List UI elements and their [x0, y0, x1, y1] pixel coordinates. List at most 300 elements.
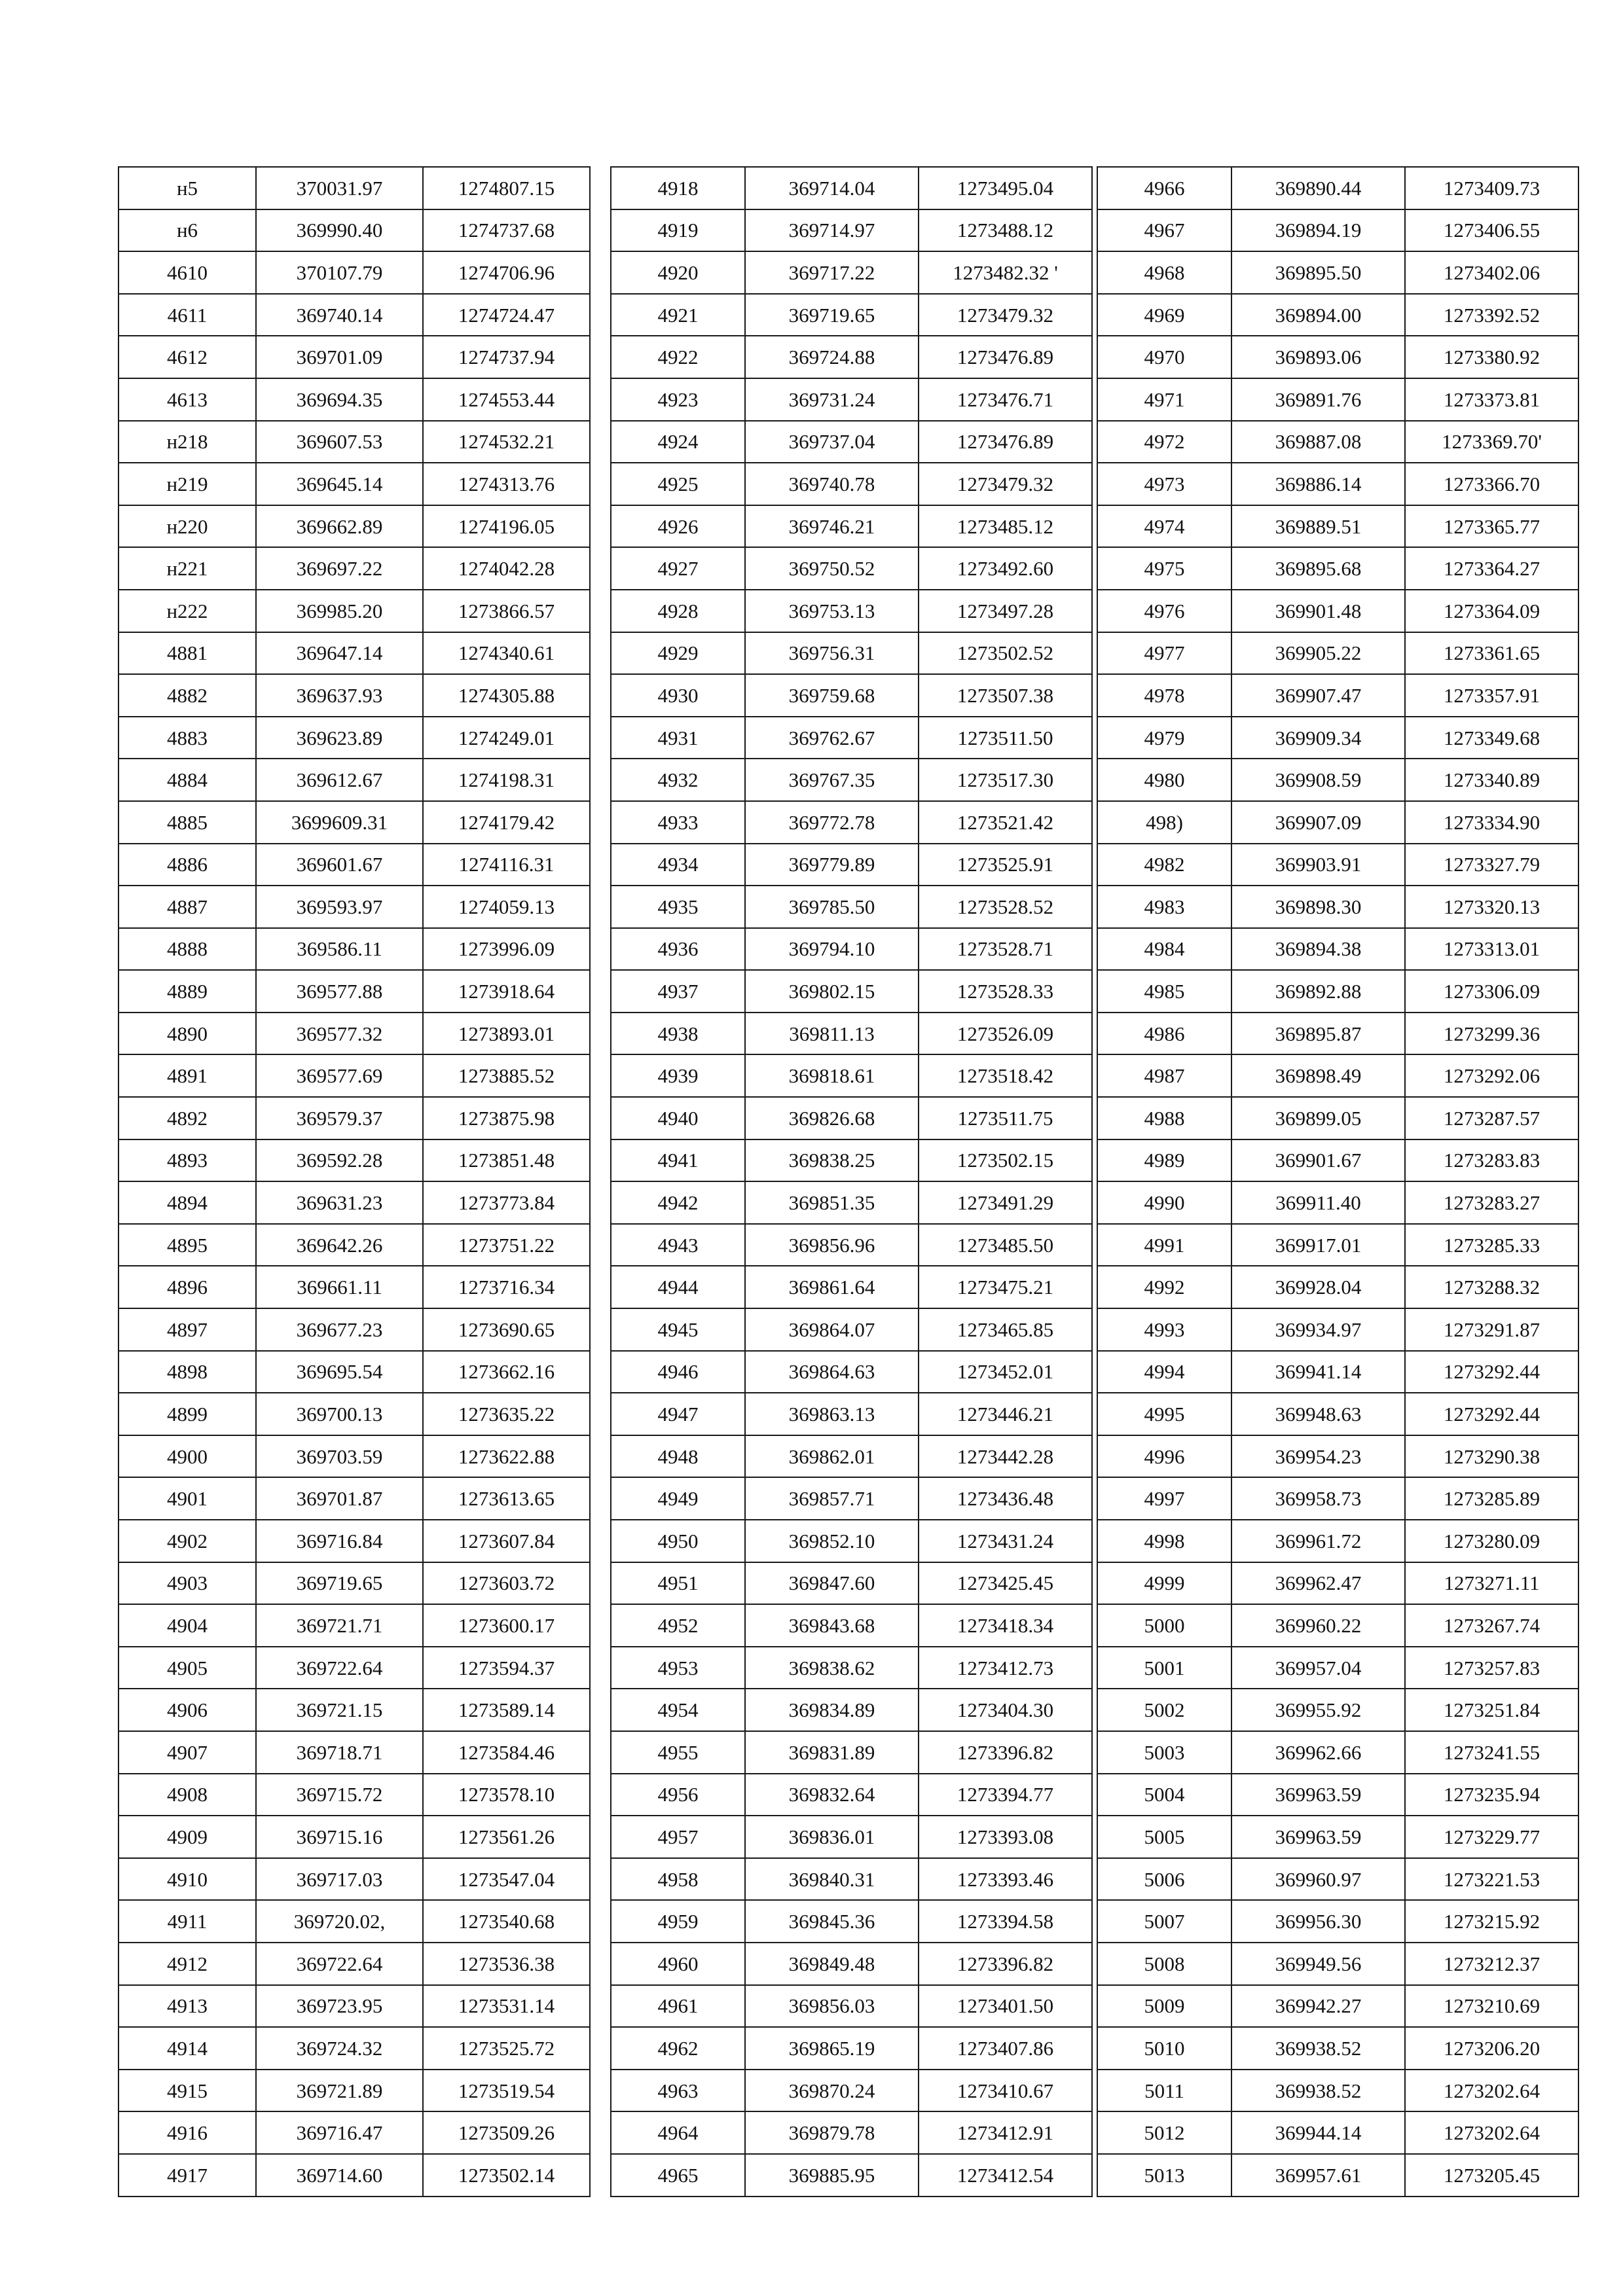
table-row: [119, 1731, 590, 1774]
table-row: [119, 1266, 590, 1308]
y-coordinate-cell: 1273491.29: [919, 1181, 1092, 1224]
x-coordinate-cell: 369955.92: [1231, 1689, 1405, 1731]
table-row: [119, 1054, 590, 1097]
x-coordinate-cell: 369772.78: [745, 801, 919, 844]
y-coordinate-cell: 1273402.06: [1405, 251, 1578, 294]
y-coordinate-cell: 1273412.73: [919, 1647, 1092, 1689]
y-coordinate-cell: 1273635.22: [423, 1393, 590, 1435]
y-coordinate-cell: 1273502.52: [919, 632, 1092, 675]
x-coordinate-cell: 369956.30: [1231, 1900, 1405, 1943]
x-coordinate-cell: 369960.97: [1231, 1858, 1405, 1901]
y-coordinate-cell: 1273773.84: [423, 1181, 590, 1224]
x-coordinate-cell: 369794.10: [745, 928, 919, 971]
point-number-cell: 4985: [1097, 970, 1231, 1013]
table-row: [119, 251, 590, 294]
table-row: [119, 1985, 590, 2028]
y-coordinate-cell: 1273526.09: [919, 1013, 1092, 1055]
table-row: [611, 1943, 1092, 1985]
x-coordinate-cell: 369985.20: [256, 590, 423, 632]
table-row: [1097, 1520, 1578, 1562]
y-coordinate-cell: 1273589.14: [423, 1689, 590, 1731]
y-coordinate-cell: 1273205.45: [1405, 2154, 1578, 2197]
point-number-cell: 4972: [1097, 421, 1231, 463]
table-row: [119, 1477, 590, 1520]
y-coordinate-cell: 1273485.12: [919, 505, 1092, 548]
x-coordinate-cell: 369861.64: [745, 1266, 919, 1308]
point-number-cell: 4945: [611, 1308, 745, 1351]
table-row: [1097, 167, 1578, 209]
point-number-cell: 4983: [1097, 886, 1231, 928]
y-coordinate-cell: 1273622.88: [423, 1435, 590, 1478]
table-row: [119, 844, 590, 886]
point-number-cell: 4900: [119, 1435, 256, 1478]
x-coordinate-cell: 369577.88: [256, 970, 423, 1013]
x-coordinate-cell: 369849.48: [745, 1943, 919, 1985]
x-coordinate-cell: 369714.04: [745, 167, 919, 209]
x-coordinate-cell: 369737.04: [745, 421, 919, 463]
point-number-cell: 4926: [611, 505, 745, 548]
y-coordinate-cell: 1273202.64: [1405, 2111, 1578, 2154]
x-coordinate-cell: 369928.04: [1231, 1266, 1405, 1308]
point-number-cell: 4907: [119, 1731, 256, 1774]
point-number-cell: 4956: [611, 1774, 745, 1816]
y-coordinate-cell: 1273287.57: [1405, 1097, 1578, 1139]
y-coordinate-cell: 1273292.44: [1405, 1351, 1578, 1393]
point-number-cell: 4918: [611, 167, 745, 209]
y-coordinate-cell: 1273578.10: [423, 1774, 590, 1816]
point-number-cell: 4895: [119, 1224, 256, 1266]
table-row: [611, 1054, 1092, 1097]
y-coordinate-cell: 1273235.94: [1405, 1774, 1578, 1816]
point-number-cell: 4979: [1097, 717, 1231, 759]
x-coordinate-cell: 369958.73: [1231, 1477, 1405, 1520]
x-coordinate-cell: 369832.64: [745, 1774, 919, 1816]
point-number-cell: 4959: [611, 1900, 745, 1943]
x-coordinate-cell: 369631.23: [256, 1181, 423, 1224]
point-number-cell: 4919: [611, 209, 745, 252]
point-number-cell: 4894: [119, 1181, 256, 1224]
y-coordinate-cell: 1273519.54: [423, 2070, 590, 2112]
y-coordinate-cell: 1273425.45: [919, 1562, 1092, 1605]
point-number-cell: н219: [119, 463, 256, 505]
x-coordinate-cell: 369894.19: [1231, 209, 1405, 252]
x-coordinate-cell: 369907.09: [1231, 801, 1405, 844]
x-coordinate-cell: 369891.76: [1231, 378, 1405, 421]
table-row: [119, 1647, 590, 1689]
x-coordinate-cell: 369721.15: [256, 1689, 423, 1731]
y-coordinate-cell: 1273206.20: [1405, 2027, 1578, 2070]
point-number-cell: 4994: [1097, 1351, 1231, 1393]
y-coordinate-cell: 1273607.84: [423, 1520, 590, 1562]
point-number-cell: 4962: [611, 2027, 745, 2070]
x-coordinate-cell: 370107.79: [256, 251, 423, 294]
x-coordinate-cell: 369645.14: [256, 463, 423, 505]
x-coordinate-cell: 369779.89: [745, 844, 919, 886]
table-row: [1097, 1351, 1578, 1393]
y-coordinate-cell: 1273476.71: [919, 378, 1092, 421]
y-coordinate-cell: 1273662.16: [423, 1351, 590, 1393]
y-coordinate-cell: 1273364.27: [1405, 547, 1578, 590]
x-coordinate-cell: 369938.52: [1231, 2070, 1405, 2112]
table-row: [1097, 759, 1578, 801]
table-row: [119, 886, 590, 928]
point-number-cell: 4977: [1097, 632, 1231, 675]
y-coordinate-cell: 1273517.30: [919, 759, 1092, 801]
x-coordinate-cell: 369934.97: [1231, 1308, 1405, 1351]
x-coordinate-cell: 369911.40: [1231, 1181, 1405, 1224]
table-row: [119, 1774, 590, 1816]
table-row: [119, 1562, 590, 1605]
point-number-cell: 4957: [611, 1816, 745, 1858]
point-number-cell: 4995: [1097, 1393, 1231, 1435]
y-coordinate-cell: 1273509.26: [423, 2111, 590, 2154]
y-coordinate-cell: 1273409.73: [1405, 167, 1578, 209]
table-row: [119, 547, 590, 590]
x-coordinate-cell: 369756.31: [745, 632, 919, 675]
table-row: [611, 547, 1092, 590]
y-coordinate-cell: 1273366.70: [1405, 463, 1578, 505]
y-coordinate-cell: 1273613.65: [423, 1477, 590, 1520]
point-number-cell: 4905: [119, 1647, 256, 1689]
table-row: [119, 1013, 590, 1055]
point-number-cell: 4946: [611, 1351, 745, 1393]
x-coordinate-cell: 369740.14: [256, 294, 423, 336]
table-row: [611, 463, 1092, 505]
y-coordinate-cell: 1273918.64: [423, 970, 590, 1013]
x-coordinate-cell: 369701.09: [256, 336, 423, 378]
point-number-cell: 5000: [1097, 1604, 1231, 1647]
point-number-cell: 4917: [119, 2154, 256, 2197]
x-coordinate-cell: 369857.71: [745, 1477, 919, 1520]
table-row: [611, 336, 1092, 378]
coordinate-table-2: [610, 166, 1093, 2197]
point-number-cell: 4976: [1097, 590, 1231, 632]
table-row: [1097, 1858, 1578, 1901]
y-coordinate-cell: 1273285.33: [1405, 1224, 1578, 1266]
y-coordinate-cell: 1273340.89: [1405, 759, 1578, 801]
point-number-cell: 4954: [611, 1689, 745, 1731]
x-coordinate-cell: 369695.54: [256, 1351, 423, 1393]
x-coordinate-cell: 369785.50: [745, 886, 919, 928]
table-row: [1097, 421, 1578, 463]
x-coordinate-cell: 369722.64: [256, 1647, 423, 1689]
point-number-cell: 5001: [1097, 1647, 1231, 1689]
x-coordinate-cell: 369724.32: [256, 2027, 423, 2070]
x-coordinate-cell: 369845.36: [745, 1900, 919, 1943]
table-row: [611, 1520, 1092, 1562]
y-coordinate-cell: 1273283.27: [1405, 1181, 1578, 1224]
table-row: [119, 167, 590, 209]
y-coordinate-cell: 1273393.08: [919, 1816, 1092, 1858]
point-number-cell: 4898: [119, 1351, 256, 1393]
table-row: [1097, 1900, 1578, 1943]
y-coordinate-cell: 1273531.14: [423, 1985, 590, 2028]
x-coordinate-cell: 369852.10: [745, 1520, 919, 1562]
x-coordinate-cell: 369961.72: [1231, 1520, 1405, 1562]
table-row: [1097, 970, 1578, 1013]
point-number-cell: 4921: [611, 294, 745, 336]
point-number-cell: 4929: [611, 632, 745, 675]
table-row: [1097, 717, 1578, 759]
y-coordinate-cell: 1273536.38: [423, 1943, 590, 1985]
x-coordinate-cell: 369885.95: [745, 2154, 919, 2197]
y-coordinate-cell: 1273479.32: [919, 463, 1092, 505]
table-row: [611, 1689, 1092, 1731]
point-number-cell: 4612: [119, 336, 256, 378]
point-number-cell: 4969: [1097, 294, 1231, 336]
x-coordinate-cell: 369957.04: [1231, 1647, 1405, 1689]
table-row: [611, 1774, 1092, 1816]
x-coordinate-cell: 369905.22: [1231, 632, 1405, 675]
point-number-cell: 4902: [119, 1520, 256, 1562]
x-coordinate-cell: 369717.22: [745, 251, 919, 294]
point-number-cell: 4886: [119, 844, 256, 886]
x-coordinate-cell: 369895.50: [1231, 251, 1405, 294]
x-coordinate-cell: 369847.60: [745, 1562, 919, 1605]
x-coordinate-cell: 369856.96: [745, 1224, 919, 1266]
y-coordinate-cell: 1273357.91: [1405, 674, 1578, 717]
point-number-cell: 4611: [119, 294, 256, 336]
x-coordinate-cell: 369941.14: [1231, 1351, 1405, 1393]
x-coordinate-cell: 369843.68: [745, 1604, 919, 1647]
x-coordinate-cell: 369601.67: [256, 844, 423, 886]
x-coordinate-cell: 369802.15: [745, 970, 919, 1013]
table-row: [611, 421, 1092, 463]
x-coordinate-cell: 369716.84: [256, 1520, 423, 1562]
table-row: [1097, 674, 1578, 717]
point-number-cell: 4903: [119, 1562, 256, 1605]
coordinate-table-3: [1097, 166, 1579, 2197]
x-coordinate-cell: 369577.69: [256, 1054, 423, 1097]
x-coordinate-cell: 369962.66: [1231, 1731, 1405, 1774]
x-coordinate-cell: 369895.87: [1231, 1013, 1405, 1055]
point-number-cell: 5010: [1097, 2027, 1231, 2070]
x-coordinate-cell: 369714.97: [745, 209, 919, 252]
point-number-cell: 4911: [119, 1900, 256, 1943]
table-row: [611, 2111, 1092, 2154]
x-coordinate-cell: 369723.95: [256, 1985, 423, 2028]
y-coordinate-cell: 1273851.48: [423, 1139, 590, 1182]
point-number-cell: 4952: [611, 1604, 745, 1647]
table-row: [1097, 844, 1578, 886]
x-coordinate-cell: 369894.00: [1231, 294, 1405, 336]
y-coordinate-cell: 1273436.48: [919, 1477, 1092, 1520]
point-number-cell: 5003: [1097, 1731, 1231, 1774]
point-number-cell: 4998: [1097, 1520, 1231, 1562]
point-number-cell: 4991: [1097, 1224, 1231, 1266]
y-coordinate-cell: 1273507.38: [919, 674, 1092, 717]
table-row: [611, 632, 1092, 675]
x-coordinate-cell: 369703.59: [256, 1435, 423, 1478]
x-coordinate-cell: 369890.44: [1231, 167, 1405, 209]
y-coordinate-cell: 1273361.65: [1405, 632, 1578, 675]
table-row: [119, 2070, 590, 2112]
x-coordinate-cell: 369740.78: [745, 463, 919, 505]
table-row: [1097, 886, 1578, 928]
y-coordinate-cell: 1273418.34: [919, 1604, 1092, 1647]
point-number-cell: 4939: [611, 1054, 745, 1097]
table-row: [1097, 928, 1578, 971]
point-number-cell: 4942: [611, 1181, 745, 1224]
y-coordinate-cell: 1273267.74: [1405, 1604, 1578, 1647]
point-number-cell: 4882: [119, 674, 256, 717]
x-coordinate-cell: 369948.63: [1231, 1393, 1405, 1435]
y-coordinate-cell: 1273210.69: [1405, 1985, 1578, 2028]
table-row: [611, 970, 1092, 1013]
x-coordinate-cell: 369701.87: [256, 1477, 423, 1520]
y-coordinate-cell: 1273212.37: [1405, 1943, 1578, 1985]
table-row: [119, 1393, 590, 1435]
point-number-cell: 4899: [119, 1393, 256, 1435]
x-coordinate-cell: 369731.24: [745, 378, 919, 421]
table-row: [119, 1943, 590, 1985]
point-number-cell: н220: [119, 505, 256, 548]
x-coordinate-cell: 369856.03: [745, 1985, 919, 2028]
y-coordinate-cell: 1273690.65: [423, 1308, 590, 1351]
x-coordinate-cell: 369697.22: [256, 547, 423, 590]
point-number-cell: 4964: [611, 2111, 745, 2154]
point-number-cell: 4982: [1097, 844, 1231, 886]
point-number-cell: н218: [119, 421, 256, 463]
point-number-cell: 5012: [1097, 2111, 1231, 2154]
table-row: [119, 378, 590, 421]
point-number-cell: 4971: [1097, 378, 1231, 421]
table-row: [119, 801, 590, 844]
table-row: [611, 1816, 1092, 1858]
point-number-cell: 4930: [611, 674, 745, 717]
x-coordinate-cell: 369838.25: [745, 1139, 919, 1182]
y-coordinate-cell: 1273290.38: [1405, 1435, 1578, 1478]
point-number-cell: 4932: [611, 759, 745, 801]
point-number-cell: 4989: [1097, 1139, 1231, 1182]
x-coordinate-cell: 369714.60: [256, 2154, 423, 2197]
y-coordinate-cell: 1273751.22: [423, 1224, 590, 1266]
y-coordinate-cell: 1273412.54: [919, 2154, 1092, 2197]
y-coordinate-cell: 1273407.86: [919, 2027, 1092, 2070]
y-coordinate-cell: 1273393.46: [919, 1858, 1092, 1901]
table-row: [1097, 801, 1578, 844]
x-coordinate-cell: 369826.68: [745, 1097, 919, 1139]
x-coordinate-cell: 369720.02,: [256, 1900, 423, 1943]
x-coordinate-cell: 369898.49: [1231, 1054, 1405, 1097]
table-row: [1097, 1985, 1578, 2028]
y-coordinate-cell: 1273603.72: [423, 1562, 590, 1605]
x-coordinate-cell: 369863.13: [745, 1393, 919, 1435]
point-number-cell: 5004: [1097, 1774, 1231, 1816]
point-number-cell: 4904: [119, 1604, 256, 1647]
table-row: [1097, 1054, 1578, 1097]
y-coordinate-cell: 1273373.81: [1405, 378, 1578, 421]
y-coordinate-cell: 1273396.82: [919, 1943, 1092, 1985]
table-row: [119, 2154, 590, 2197]
table-row: [1097, 2111, 1578, 2154]
x-coordinate-cell: 369898.30: [1231, 886, 1405, 928]
y-coordinate-cell: 1273229.77: [1405, 1816, 1578, 1858]
table-row: [611, 1308, 1092, 1351]
table-row: [1097, 1013, 1578, 1055]
x-coordinate-cell: 369909.34: [1231, 717, 1405, 759]
table-row: [1097, 547, 1578, 590]
x-coordinate-cell: 369865.19: [745, 2027, 919, 2070]
point-number-cell: 5002: [1097, 1689, 1231, 1731]
point-number-cell: 4973: [1097, 463, 1231, 505]
point-number-cell: 4999: [1097, 1562, 1231, 1605]
table-row: [119, 1097, 590, 1139]
point-number-cell: 4933: [611, 801, 745, 844]
table-row: [611, 1266, 1092, 1308]
point-number-cell: 4960: [611, 1943, 745, 1985]
point-number-cell: 498): [1097, 801, 1231, 844]
y-coordinate-cell: 1273584.46: [423, 1731, 590, 1774]
point-number-cell: 4941: [611, 1139, 745, 1182]
x-coordinate-cell: 369662.89: [256, 505, 423, 548]
point-number-cell: 4963: [611, 2070, 745, 2112]
x-coordinate-cell: 369954.23: [1231, 1435, 1405, 1478]
point-number-cell: 4893: [119, 1139, 256, 1182]
y-coordinate-cell: 1273280.09: [1405, 1520, 1578, 1562]
point-number-cell: 4953: [611, 1647, 745, 1689]
x-coordinate-cell: 369677.23: [256, 1308, 423, 1351]
y-coordinate-cell: 1273893.01: [423, 1013, 590, 1055]
y-coordinate-cell: 1274116.31: [423, 844, 590, 886]
coordinate-table-body: [1097, 167, 1578, 2197]
x-coordinate-cell: 369944.14: [1231, 2111, 1405, 2154]
table-row: [119, 1139, 590, 1182]
y-coordinate-cell: 1273404.30: [919, 1689, 1092, 1731]
y-coordinate-cell: 1274198.31: [423, 759, 590, 801]
point-number-cell: 4974: [1097, 505, 1231, 548]
point-number-cell: 4940: [611, 1097, 745, 1139]
point-number-cell: 4931: [611, 717, 745, 759]
y-coordinate-cell: 1274553.44: [423, 378, 590, 421]
point-number-cell: 4949: [611, 1477, 745, 1520]
x-coordinate-cell: 369577.32: [256, 1013, 423, 1055]
table-row: [611, 1181, 1092, 1224]
point-number-cell: 4881: [119, 632, 256, 675]
y-coordinate-cell: 1273412.91: [919, 2111, 1092, 2154]
y-coordinate-cell: 1274305.88: [423, 674, 590, 717]
point-number-cell: 4914: [119, 2027, 256, 2070]
y-coordinate-cell: 1273313.01: [1405, 928, 1578, 971]
table-row: [611, 801, 1092, 844]
table-row: [611, 1858, 1092, 1901]
point-number-cell: 4613: [119, 378, 256, 421]
table-row: [1097, 1308, 1578, 1351]
y-coordinate-cell: 1273215.92: [1405, 1900, 1578, 1943]
x-coordinate-cell: 369715.72: [256, 1774, 423, 1816]
table-row: [119, 970, 590, 1013]
x-coordinate-cell: 369892.88: [1231, 970, 1405, 1013]
x-coordinate-cell: 369870.24: [745, 2070, 919, 2112]
x-coordinate-cell: 369864.63: [745, 1351, 919, 1393]
table-row: [119, 1308, 590, 1351]
point-number-cell: 4888: [119, 928, 256, 971]
point-number-cell: 4947: [611, 1393, 745, 1435]
x-coordinate-cell: 369818.61: [745, 1054, 919, 1097]
point-number-cell: 4966: [1097, 167, 1231, 209]
x-coordinate-cell: 369700.13: [256, 1393, 423, 1435]
y-coordinate-cell: 1273485.50: [919, 1224, 1092, 1266]
point-number-cell: 4996: [1097, 1435, 1231, 1478]
point-number-cell: 4887: [119, 886, 256, 928]
x-coordinate-cell: 369886.14: [1231, 463, 1405, 505]
x-coordinate-cell: 369612.67: [256, 759, 423, 801]
point-number-cell: 4928: [611, 590, 745, 632]
table-row: [611, 1985, 1092, 2028]
y-coordinate-cell: 1273525.91: [919, 844, 1092, 886]
y-coordinate-cell: 1273392.52: [1405, 294, 1578, 336]
y-coordinate-cell: 1273996.09: [423, 928, 590, 971]
